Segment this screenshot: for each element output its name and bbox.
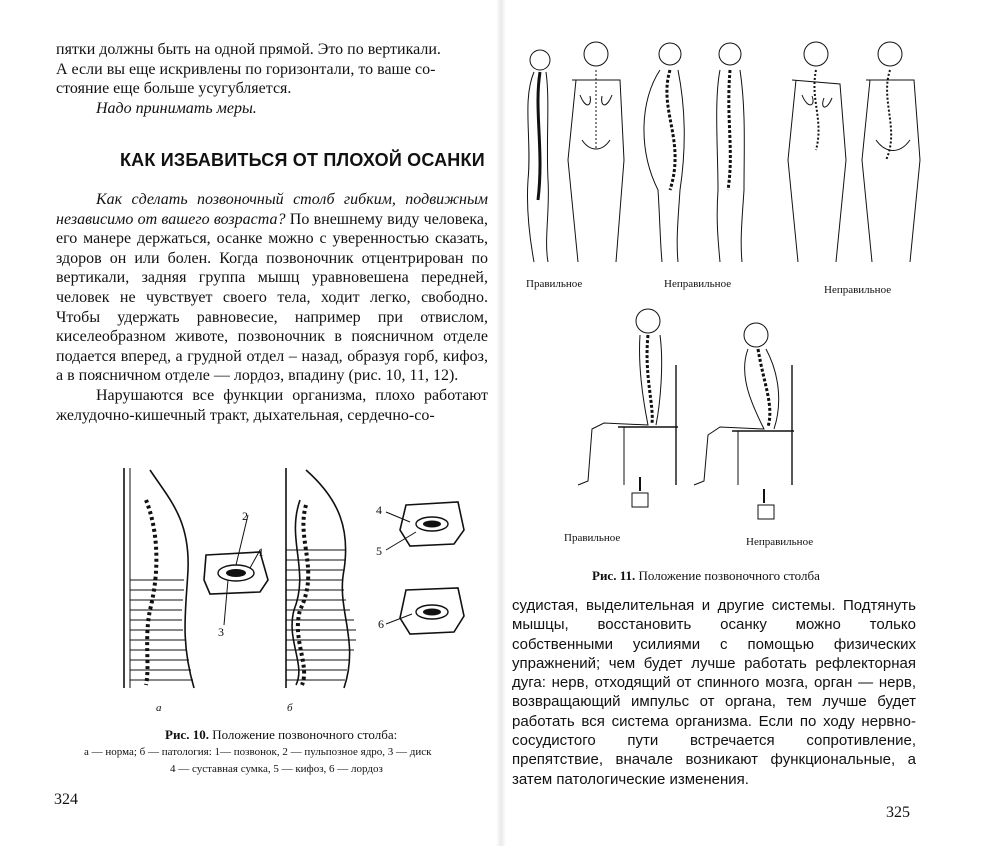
figure-10-caption-line-2: а — норма; б — патология: 1— позвонок, 2 — пульпозное ядро, 3 — диск — [84, 746, 432, 758]
figure-number-4: 4 — [376, 503, 382, 517]
figure-10-caption-title: Рис. 10. — [165, 727, 209, 742]
text-line-1: пятки должны быть на одной прямой. Это по вертикали. — [56, 41, 441, 58]
paragraph-1-rest: По внешнему виду человека, его манере держаться, осанке можно с уверенностью сказать, здоров он или болен. Когда позвоночник отцентрирован по вертикали, задняя группа мышц уравновешена передней, человек не чувствует своего тела, ходит легко, свободно. Чтобы удержать равновесие, например при отвислом, киселеобразном животе, позвоночник в поясничном отделе подается вперед, а грудной отдел – назад, образуя горб, кифоз, а в поясничном отделе — лордоз, впадину (рис. 10, 11, 12). — [56, 210, 488, 385]
page-right — [506, 0, 1000, 846]
vertebra-drawing-3 — [386, 588, 464, 634]
figure-10-caption-text: Положение позвоночного столба: — [208, 727, 398, 742]
figure-11-caption-text: Положение позвоночного столба — [635, 568, 820, 583]
figure-label-b: б — [287, 702, 293, 714]
vertebra-drawing-2 — [386, 502, 464, 550]
figure-10-caption-line-3: 4 — суставная сумка, 5 — кифоз, 6 — лордоз — [170, 763, 383, 775]
figure-number-5: 5 — [376, 544, 382, 558]
figure-11-caption — [592, 568, 820, 583]
book-gutter — [496, 0, 506, 846]
standing-figure-side-correct — [527, 50, 550, 262]
section-heading: КАК ИЗБАВИТЬСЯ ОТ ПЛОХОЙ ОСАНКИ — [120, 150, 485, 170]
page-number-left: 324 — [54, 791, 78, 808]
standing-label-3: Неправильное — [824, 284, 892, 296]
top-text-block — [56, 40, 488, 118]
page-number-right: 325 — [886, 804, 910, 821]
text-line-2: А если вы еще искривлены по горизонтали, то ваше со- — [56, 60, 436, 78]
paragraph-1 — [56, 190, 488, 386]
standing-label-2: Неправильное — [664, 278, 732, 290]
figure-11-caption-title: Рис. 11. — [592, 568, 636, 583]
spine-pathology-drawing — [286, 468, 356, 688]
spine-normal-drawing — [124, 468, 194, 688]
sitting-figure-incorrect — [694, 323, 794, 519]
sitting-label-1: Правильное — [564, 532, 621, 544]
standing-figure-side-incorrect-2 — [717, 43, 745, 262]
page-left — [0, 0, 496, 846]
figure-10-caption — [165, 727, 397, 742]
figure-label-a: а — [156, 702, 162, 714]
figure-number-6: 6 — [378, 617, 384, 631]
text-line-3: стояние еще больше усугубляется. — [56, 80, 292, 98]
figure-11-standing-drawing — [520, 40, 920, 270]
paragraph-1-italic: Как сделать позвоночный столб гибким, подвижным независимо от вашего возраста? — [56, 191, 488, 228]
right-text-block: судистая, выделительная и другие системы. Подтянуть мышцы, восстановить осанку можно только собственными усилиями с помощью физических упражнений; чем будет лучше работать рефлекторная дуга: нерв, отходящий от спинного мозга, орган — нерв, возвращающий импульс от органа, тем лучше будет работать вся система организма. Если по ходу нервно-сосудистого пути встречается сопротивление, препятствие, вначале возникают функциональные, а затем патологические изменения. — [512, 597, 916, 788]
sitting-label-2: Неправильное — [746, 536, 814, 548]
italic-line: Надо принимать меры. — [96, 99, 257, 117]
main-text-block — [56, 190, 488, 425]
standing-label-1: Правильное — [526, 278, 583, 290]
sitting-figure-correct — [578, 309, 678, 507]
figure-11-sitting-drawing — [568, 305, 828, 525]
standing-figure-back-incorrect-2 — [862, 42, 920, 262]
standing-figure-back-correct — [568, 42, 624, 262]
standing-figure-side-incorrect-1 — [644, 43, 684, 262]
figure-number-1: 1 — [258, 545, 264, 559]
figure-number-3: 3 — [218, 625, 224, 639]
vertebra-drawing-1 — [204, 515, 268, 625]
paragraph-2: Нарушаются все функции организма, плохо работают желудочно-кишечный тракт, дыхательная, сердечно-со- — [56, 386, 488, 424]
figure-10-drawing — [110, 460, 470, 710]
standing-figure-back-incorrect-1 — [788, 42, 846, 262]
figure-number-2: 2 — [242, 509, 248, 523]
